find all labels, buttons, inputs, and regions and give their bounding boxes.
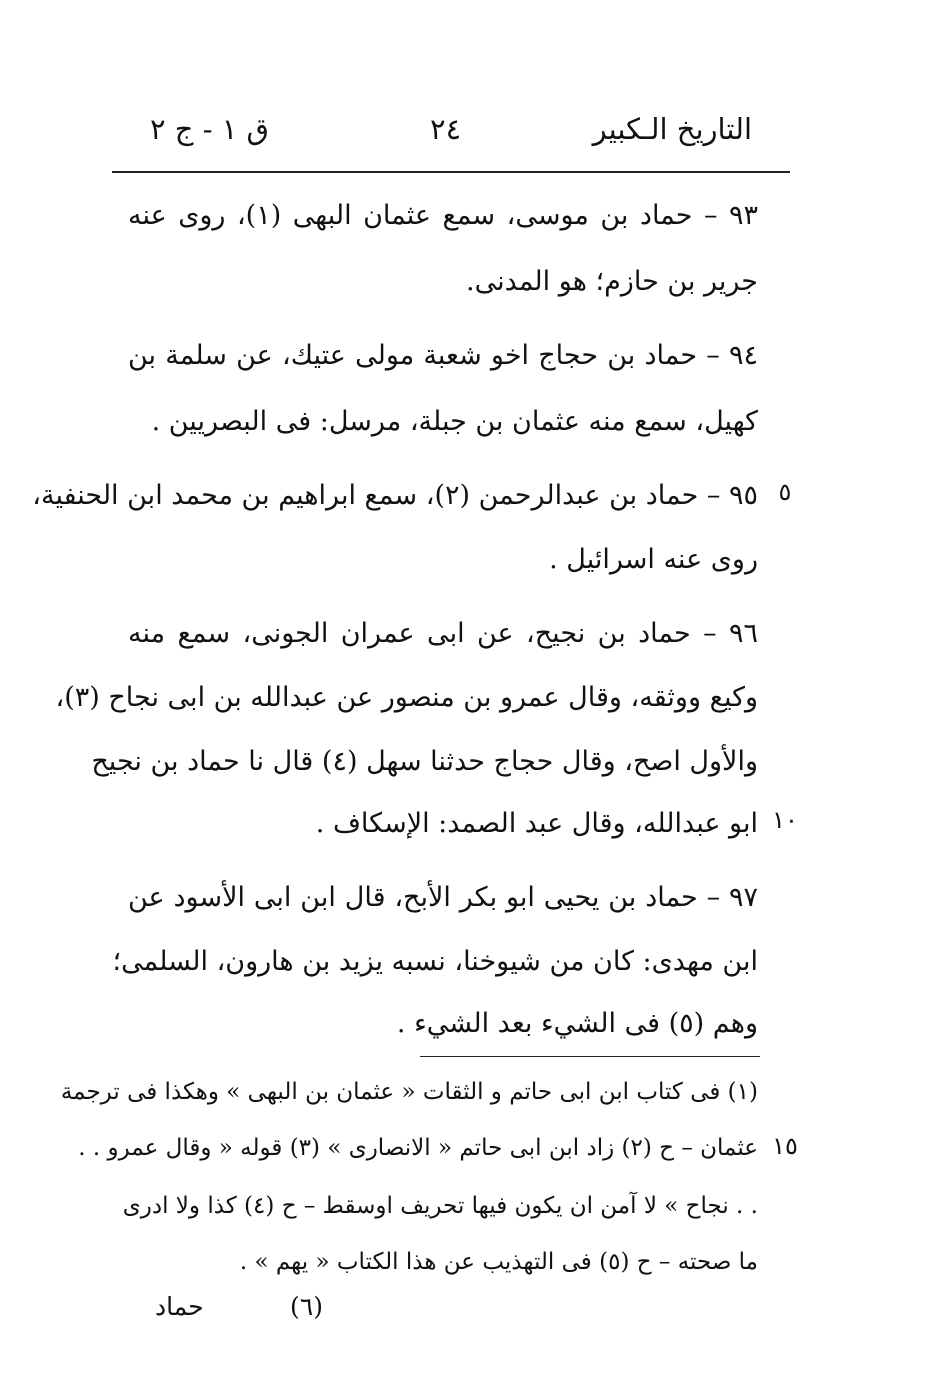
line-number-5: ٥ xyxy=(778,478,792,506)
signature-mark: (٦) xyxy=(290,1292,323,1321)
body-line: روى عنه اسرائيل . xyxy=(549,544,758,575)
body-line: وهم (٥) فى الشيء بعد الشيء . xyxy=(396,1008,758,1039)
line-number-10: ١٠ xyxy=(772,806,798,834)
page-number: ٢٤ xyxy=(430,112,462,146)
body-line: كهيل، سمع منه عثمان بن جبلة، مرسل: فى البصريين . xyxy=(151,406,758,437)
catchword: حماد xyxy=(155,1292,204,1321)
body-line: وكيع ووثقه، وقال عمرو بن منصور عن عبدالله بن ابى نجاح (٣)، xyxy=(55,682,758,713)
body-line: ابن مهدى: كان من شيوخنا، نسبه يزيد بن هارون، السلمى؛ xyxy=(112,946,758,977)
body-line: والأول اصح، وقال حجاج حدثنا سهل (٤) قال نا حماد بن نجيح xyxy=(91,746,758,777)
body-line: ٩٥ – حماد بن عبدالرحمن (٢)، سمع ابراهيم بن محمد ابن الحنفية، xyxy=(32,480,758,511)
body-line: ٩٤ – حماد بن حجاج اخو شعبة مولى عتيك، عن سلمة بن xyxy=(128,340,758,371)
footnote-line: . . نجاح » لا آمن ان يكون فيها تحريف اوسقط – ح (٤) كذا ولا ادرى xyxy=(122,1193,758,1219)
footnote-line: عثمان – ح (٢) زاد ابن ابى حاتم « الانصارى » (٣) قوله « وقال عمرو . . xyxy=(78,1135,758,1161)
volume-reference: ق ١ - ج ٢ xyxy=(150,112,270,146)
body-line: ٩٦ – حماد بن نجيح، عن ابى عمران الجونى، سمع منه xyxy=(128,618,758,649)
body-line: ابو عبدالله، وقال عبد الصمد: الإسكاف . xyxy=(315,808,758,839)
page-header xyxy=(140,112,762,162)
line-number-15: ١٥ xyxy=(772,1132,798,1160)
footnote-line: ما صحته – ح (٥) فى التهذيب عن هذا الكتاب « يهم » . xyxy=(239,1249,758,1275)
body-line: ٩٧ – حماد بن يحيى ابو بكر الأبح، قال ابن ابى الأسود عن xyxy=(128,882,758,913)
book-title: التاريخ الـكبير xyxy=(592,112,752,146)
body-line: جرير بن حازم؛ هو المدنى. xyxy=(466,266,758,297)
footnote-rule xyxy=(420,1056,760,1057)
header-rule xyxy=(112,171,790,173)
footnote-line: (١) فى كتاب ابن ابى حاتم و الثقات « عثمان بن البهى » وهكذا فى ترجمة xyxy=(60,1079,758,1105)
body-line: ٩٣ – حماد بن موسى، سمع عثمان البهى (١)، روى عنه xyxy=(128,200,758,231)
page-footer xyxy=(140,1292,762,1332)
